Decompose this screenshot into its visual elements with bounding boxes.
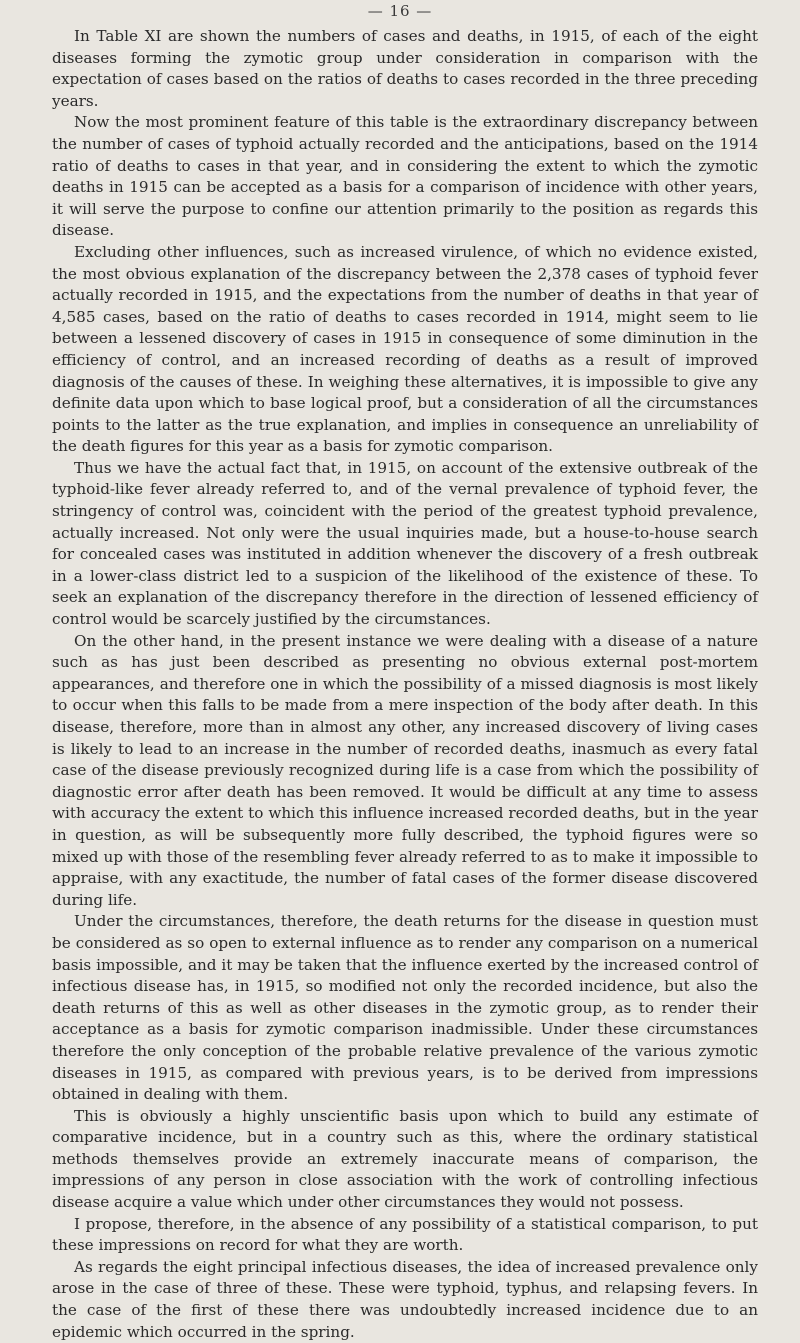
paragraph-control-increased: Thus we have the actual fact that, in 1915, on account of the extensive outbreak of the typhoid-like fever already referred to, and of the vernal prevalence of typhoid fever, the stringency of control was, coincident with the period of the greatest typhoid prevalence, actually increased. Not only were the usual inquiries made, but a house-to-house search for concealed cases was instituted in addition whenever the discovery of a fresh outbreak in a lower-class district led to a suspicion of the likelihood of the existence of these. To seek an explanation of the discrepancy therefore in the direction of lessened efficiency of control would be scarcely justified by the circumstances. bbox=[52, 458, 758, 629]
body-text bbox=[52, 26, 758, 1343]
paragraph-discrepancy: Now the most prominent feature of this table is the extraordinary discrepancy between the number of cases of typhoid actually recorded and the anticipations, based on the 1914 ratio of deaths to cases in that year, and in considering the extent to which the zymotic deaths in 1915 can be accepted as a basis for a comparison of incidence with other years, it will serve the purpose to confine our attention primarily to the position as regards this disease. bbox=[52, 113, 758, 240]
paragraph-missed-diagnosis: On the other hand, in the present instance we were dealing with a disease of a nature such as has just been described as presenting no obvious external post-mortem appearances, and therefore one in which the possibility of a missed diagnosis is most likely to occur when this falls to be made from a mere inspection of the body after death. In this disease, therefore, more than in almost any other, any increased discovery of living cases is likely to lead to an increase in the number of recorded deaths, inasmuch as every fatal case of the disease previously recognized during life is a case from which the possibility of diagnostic error after death has been removed. It would be difficult at any time to assess with accuracy the extent to which this influence increased recorded deaths, but in the year in question, as will be subsequently more fully described, the typhoid figures were so mixed up with those of the resembling fever already referred to as to make it impossible to appraise, with any exactitude, the number of fatal cases of the former disease discovered during life. bbox=[52, 631, 758, 909]
paragraph-explanation: Excluding other influences, such as increased virulence, of which no evidence existed, the most obvious explanation of the discrepancy between the 2,378 cases of typhoid fever actually recorded in 1915, and the expectations from the number of deaths in that year of 4,585 cases, based on the ratio of deaths to cases recorded in 1914, might seem to lie between a lessened discovery of cases in 1915 in consequence of some diminution in the efficiency of control, and an increased recording of deaths as a result of improved diagnosis of the causes of these. In weighing these alternatives, it is impossible to give any definite data upon which to base logical proof, but a consideration of all the circumstances points to the latter as the true explanation, and implies in consequence an unreliability of the death figures for this year as a basis for zymotic comparison. bbox=[52, 242, 758, 456]
paragraph-table-xi-intro: In Table XI are shown the numbers of cases and deaths, in 1915, of each of the eight diseases forming the zymotic group under consideration in comparison with the expectation of cases based on the ratios of deaths to cases recorded in the three preceding years. bbox=[52, 27, 758, 110]
paragraph-unscientific-basis: This is obviously a highly unscientific basis upon which to build any estimate of comparative incidence, but in a country such as this, where the ordinary statistical methods themselves provide an extremely inaccurate means of comparison, the impressions of any person in close association with the work of controlling infectious disease acquire a value which under other circumstances they would not possess. bbox=[52, 1106, 758, 1212]
paragraph-circumstances: Under the circumstances, therefore, the death returns for the disease in question must be considered as so open to external influence as to render any comparison on a numerical basis impossible, and it may be taken that the influence exerted by the increased control of infectious disease has, in 1915, so modified not only the recorded incidence, but also the death returns of this as well as other diseases in the zymotic group, as to render their acceptance as a basis for zymotic comparison inadmissible. Under these circumstances therefore the only conception of the probable relative prevalence of the various zymotic diseases in 1915, as compared with previous years, is to be derived from impressions obtained in dealing with them. bbox=[52, 912, 758, 1104]
paragraph-impressions: I propose, therefore, in the absence of any possibility of a statistical comparison, to put these impressions on record for what they are worth. bbox=[52, 1214, 758, 1255]
page-number: — 16 — bbox=[367, 2, 433, 20]
paragraph-eight-diseases: As regards the eight principal infectious diseases, the idea of increased prevalence only arose in the case of three of these. These were typhoid, typhus, and relapsing fevers. In the case of the first of these there was undoubtedly increased incidence due to an epidemic which occurred in the spring. bbox=[52, 1257, 758, 1341]
